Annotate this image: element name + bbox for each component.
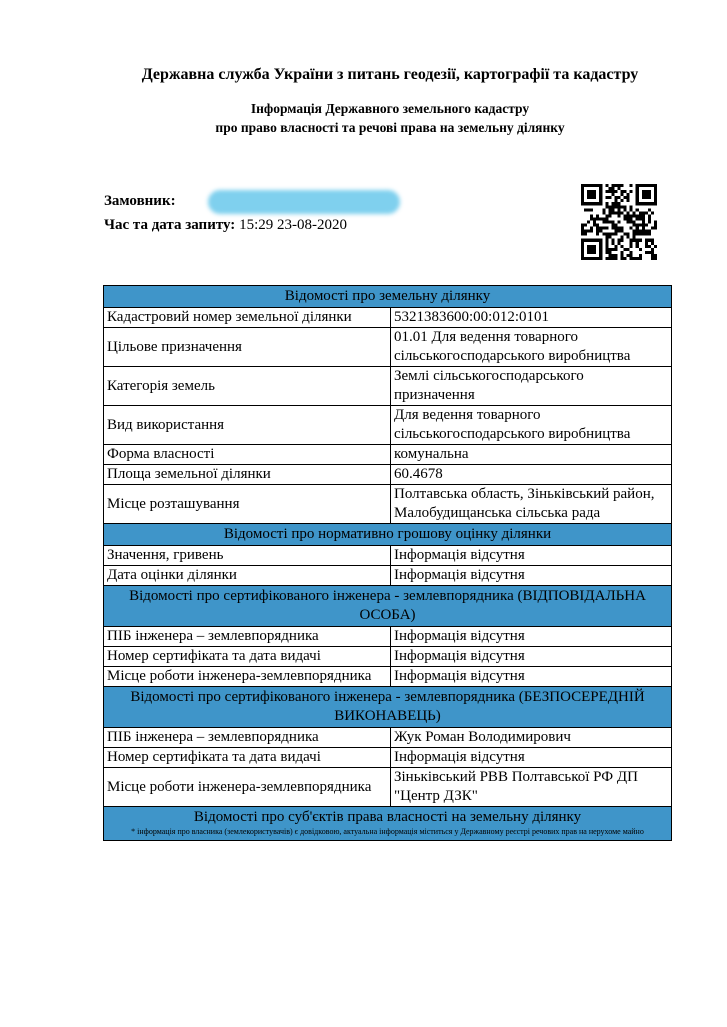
owners-section-header [104, 807, 672, 841]
row-label: Значення, гривень [104, 546, 391, 566]
table-row [104, 445, 672, 465]
request-time-value: 15:29 23-08-2020 [239, 217, 347, 233]
row-value: Землі сільськогосподарського призначення [391, 367, 672, 406]
row-value: Полтавська область, Зіньківський район, Малобудищанська сільська рада [391, 485, 672, 524]
owners-title: Відомості про суб'єктів права власності на земельну ділянку [193, 809, 582, 825]
request-time-label: Час та дата запиту: [104, 217, 236, 233]
row-value: Інформація відсутня [391, 546, 672, 566]
row-label: Категорія земель [104, 367, 391, 406]
land-info-table [103, 285, 672, 841]
row-label: ПІБ інженера – землевпорядника [104, 627, 391, 647]
agency-title: Державна служба України з питань геодезії, картографії та кадастру [141, 66, 639, 83]
table-row [104, 485, 672, 524]
table-row [104, 667, 672, 687]
row-value: Інформація відсутня [391, 748, 672, 768]
row-value: Для ведення товарного сільськогосподарського виробництва [391, 406, 672, 445]
row-label: Місце роботи інженера-землевпорядника [104, 768, 391, 807]
table-row [104, 308, 672, 328]
table-row [104, 465, 672, 485]
row-label: Кадастровий номер земельної ділянки [104, 308, 391, 328]
row-label: Номер сертифіката та дата видачі [104, 647, 391, 667]
row-label: Місце розташування [104, 485, 391, 524]
customer-label: Замовник: [104, 193, 176, 209]
table-row [104, 566, 672, 586]
row-label: Цільове призначення [104, 328, 391, 367]
table-row [104, 367, 672, 406]
redaction-mark [208, 190, 400, 214]
row-value: Інформація відсутня [391, 566, 672, 586]
table-row [104, 728, 672, 748]
table-row [104, 768, 672, 807]
request-time-line [104, 217, 347, 234]
row-value: 01.01 Для ведення товарного сільськогосподарського виробництва [391, 328, 672, 367]
land-section-header: Відомості про земельну ділянку [104, 286, 672, 308]
row-label: Форма власності [104, 445, 391, 465]
owners-note: * інформація про власника (землекористувачів) є довідковою, актуальна інформація міститься у Державному реєстрі речових прав на нерухоме майно [131, 827, 644, 836]
table-row [104, 546, 672, 566]
table-row [104, 647, 672, 667]
row-value: Інформація відсутня [391, 647, 672, 667]
row-label: Місце роботи інженера-землевпорядника [104, 667, 391, 687]
customer-line [104, 193, 176, 210]
table-row [104, 748, 672, 768]
engineer-executor-section-header: Відомості про сертифікованого інженера - землевпорядника (БЕЗПОСЕРЕДНІЙ ВИКОНАВЕЦЬ) [104, 687, 672, 728]
row-value: Інформація відсутня [391, 667, 672, 687]
row-label: Дата оцінки ділянки [104, 566, 391, 586]
row-label: ПІБ інженера – землевпорядника [104, 728, 391, 748]
row-value: 5321383600:00:012:0101 [391, 308, 672, 328]
document-subtitle-1: Інформація Державного земельного кадастру [250, 101, 530, 116]
row-label: Вид використання [104, 406, 391, 445]
row-value: комунальна [391, 445, 672, 465]
engineer-responsible-section-header: Відомості про сертифікованого інженера - землевпорядника (ВІДПОВІДАЛЬНА ОСОБА) [104, 586, 672, 627]
table-row [104, 328, 672, 367]
row-value: 60.4678 [391, 465, 672, 485]
row-value: Жук Роман Володимирович [391, 728, 672, 748]
document-subtitle-2: про право власності та речові права на земельну ділянку [215, 120, 565, 135]
row-label: Площа земельної ділянки [104, 465, 391, 485]
qr-code-icon [581, 184, 657, 260]
table-row [104, 406, 672, 445]
row-value: Інформація відсутня [391, 627, 672, 647]
valuation-section-header: Відомості про нормативно грошову оцінку ділянки [104, 524, 672, 546]
row-value: Зіньківський РВВ Полтавської РФ ДП "Центр ДЗК" [391, 768, 672, 807]
table-row [104, 627, 672, 647]
row-label: Номер сертифіката та дата видачі [104, 748, 391, 768]
